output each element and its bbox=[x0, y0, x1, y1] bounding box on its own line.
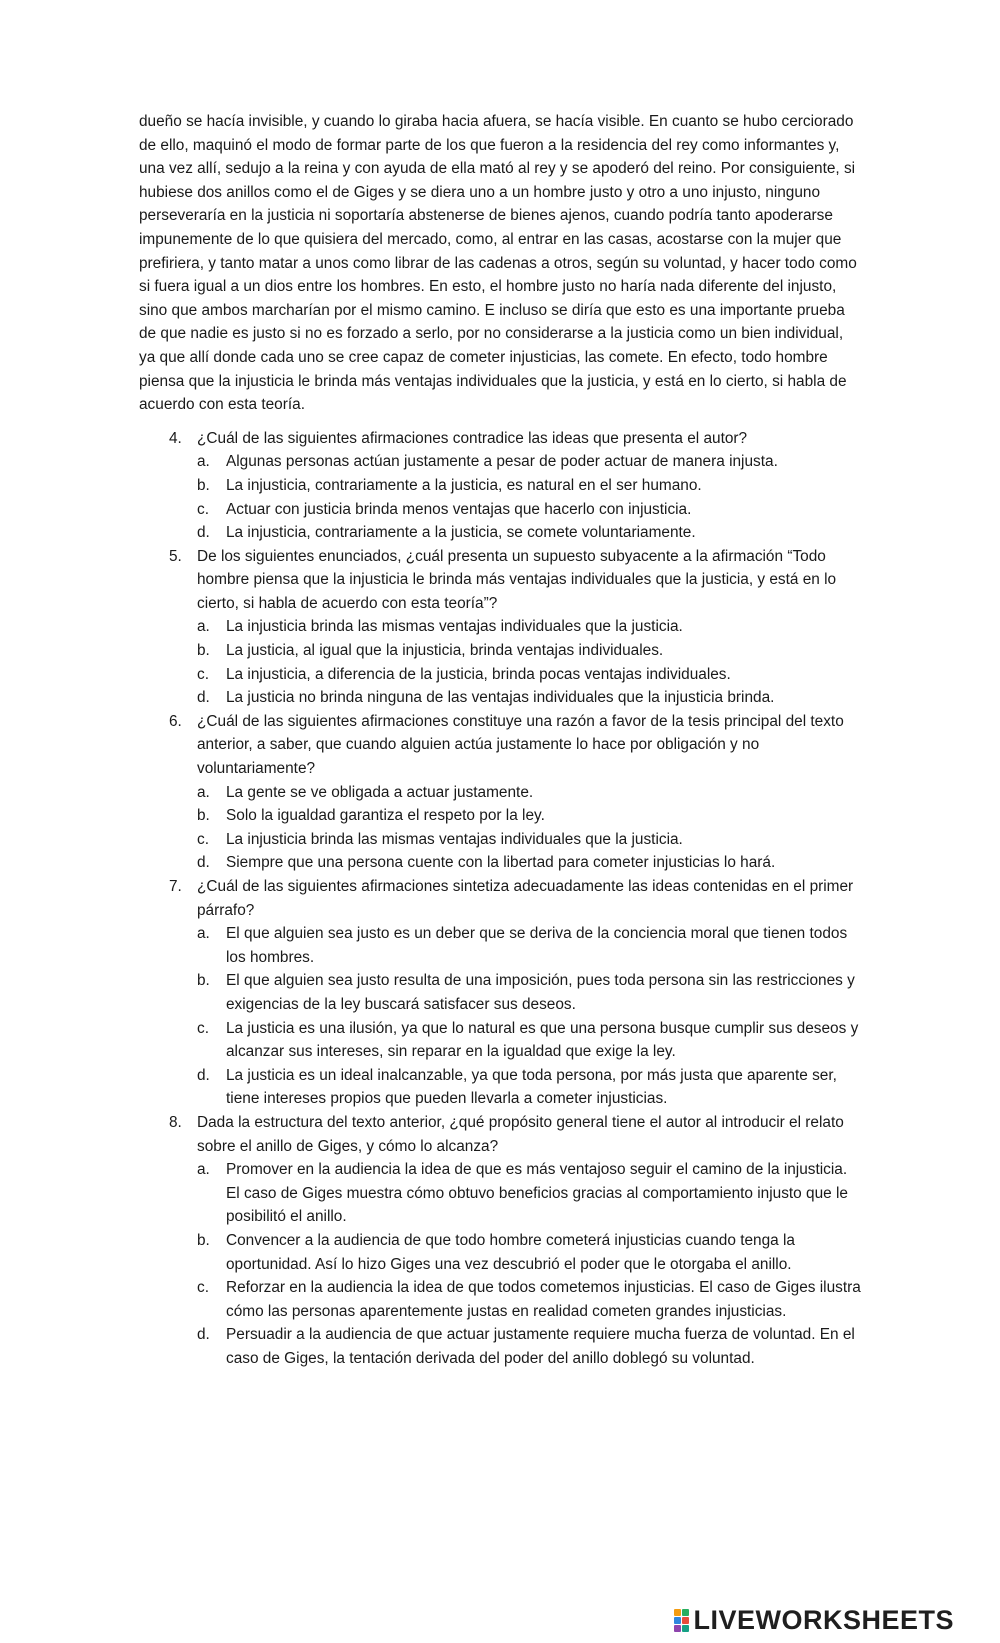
option-5c[interactable] bbox=[197, 663, 861, 687]
option-text: Solo la igualdad garantiza el respeto por la ley. bbox=[226, 807, 545, 825]
question-4 bbox=[139, 427, 861, 545]
liveworksheets-brand[interactable] bbox=[674, 1606, 954, 1634]
option-8b[interactable] bbox=[197, 1229, 861, 1276]
question-text: ¿Cuál de las siguientes afirmaciones contradice las ideas que presenta el autor? bbox=[197, 429, 748, 447]
option-list bbox=[197, 1158, 861, 1370]
option-text: Actuar con justicia brinda menos ventajas que hacerlo con injusticia. bbox=[226, 500, 692, 518]
question-number: 5. bbox=[169, 547, 182, 565]
option-6b[interactable] bbox=[197, 804, 861, 828]
logo-cell bbox=[682, 1625, 689, 1632]
option-letter: c. bbox=[197, 1279, 209, 1297]
brand-text: LIVEWORKSHEETS bbox=[693, 1604, 954, 1635]
option-letter: b. bbox=[197, 1231, 210, 1249]
option-list bbox=[197, 922, 861, 1111]
option-letter: a. bbox=[197, 925, 210, 943]
logo-cell bbox=[674, 1625, 681, 1632]
option-letter: b. bbox=[197, 972, 210, 990]
option-letter: b. bbox=[197, 476, 210, 494]
option-text: La injusticia, contrariamente a la justicia, es natural en el ser humano. bbox=[226, 476, 702, 494]
question-number: 6. bbox=[169, 712, 182, 730]
document-page bbox=[139, 110, 861, 1370]
option-letter: d. bbox=[197, 1326, 210, 1344]
option-4d[interactable] bbox=[197, 521, 861, 545]
option-5d[interactable] bbox=[197, 686, 861, 710]
option-text: La justicia no brinda ninguna de las ventajas individuales que la injusticia brinda. bbox=[226, 689, 775, 707]
question-number: 8. bbox=[169, 1113, 182, 1131]
logo-cell bbox=[674, 1609, 681, 1616]
logo-cell bbox=[682, 1609, 689, 1616]
option-7d[interactable] bbox=[197, 1064, 861, 1111]
option-letter: b. bbox=[197, 807, 210, 825]
question-number: 4. bbox=[169, 429, 182, 447]
question-text: ¿Cuál de las siguientes afirmaciones constituye una razón a favor de la tesis principal del texto anterior, a saber, que cuando alguien actúa justamente lo hace por obligación y no voluntariamente? bbox=[197, 712, 844, 778]
intro-paragraph: dueño se hacía invisible, y cuando lo giraba hacia afuera, se hacía visible. En cuanto se hubo cerciorado de ello, maquinó el modo de formar parte de los que fueron a la residencia del rey como informantes y, una vez allí, sedujo a la reina y con ayuda de ella mató al rey y se apoderó del reino. Por consiguiente, si hubiese dos anillos como el de Giges y se diera uno a un hombre justo y otro a uno injusto, ninguno perseveraría en la justicia ni soportaría abstenerse de bienes ajenos, cuando podría tanto apoderarse impunemente de lo que quisiera del mercado, como, al entrar en las casas, acostarse con la mujer que prefiriera, y tanto matar a unos como librar de las cadenas a otros, según su voluntad, y hacer todo como si fuera igual a un dios entre los hombres. En esto, el hombre justo no haría nada diferente del injusto, sino que ambos marcharían por el mismo camino. E incluso se diría que esto es una importante prueba de que nadie es justo si no es forzado a serlo, por no considerarse a la justicia como un bien individual, ya que allí donde cada uno se cree capaz de cometer injusticias, las comete. En efecto, todo hombre piensa que la injusticia le brinda más ventajas individuales que la justicia, y está en lo cierto, si habla de acuerdo con esta teoría. bbox=[139, 113, 857, 414]
option-text: La justicia, al igual que la injusticia, brinda ventajas individuales. bbox=[226, 642, 664, 660]
option-5b[interactable] bbox=[197, 639, 861, 663]
option-7c[interactable] bbox=[197, 1017, 861, 1064]
question-6 bbox=[139, 710, 861, 875]
option-text: Convencer a la audiencia de que todo hombre cometerá injusticias cuando tenga la oportunidad. Así lo hizo Giges una vez descubrió el poder que le otorgaba el anillo. bbox=[226, 1231, 795, 1273]
question-text: De los siguientes enunciados, ¿cuál presenta un supuesto subyacente a la afirmación “Todo hombre piensa que la injusticia le brinda más ventajas individuales que la justicia, y está en lo cierto, si habla de acuerdo con esta teoría”? bbox=[197, 547, 837, 612]
option-letter: c. bbox=[197, 500, 209, 518]
logo-cell bbox=[674, 1617, 681, 1624]
option-letter: d. bbox=[197, 689, 210, 707]
question-text: Dada la estructura del texto anterior, ¿qué propósito general tiene el autor al introducir el relato sobre el anillo de Giges, y cómo lo alcanza? bbox=[197, 1113, 844, 1155]
option-text: La injusticia, contrariamente a la justicia, se comete voluntariamente. bbox=[226, 524, 696, 542]
option-text: La justicia es un ideal inalcanzable, ya que toda persona, por más justa que aparente ser, tiene intereses propios que pueden llevarla a cometer injusticias. bbox=[226, 1066, 837, 1108]
option-4a[interactable] bbox=[197, 450, 861, 474]
option-letter: c. bbox=[197, 1019, 209, 1037]
option-6d[interactable] bbox=[197, 851, 861, 875]
option-letter: c. bbox=[197, 830, 209, 848]
liveworksheets-logo-icon bbox=[674, 1609, 689, 1632]
option-text: La injusticia brinda las mismas ventajas individuales que la justicia. bbox=[226, 618, 683, 636]
option-text: Reforzar en la audiencia la idea de que todos cometemos injusticias. El caso de Giges ilustra cómo las personas aparentemente justas en realidad cometen grandes injusticias. bbox=[226, 1279, 861, 1320]
option-letter: a. bbox=[197, 618, 210, 636]
option-list bbox=[197, 615, 861, 709]
question-text: ¿Cuál de las siguientes afirmaciones sintetiza adecuadamente las ideas contenidas en el primer párrafo? bbox=[197, 878, 854, 919]
question-8 bbox=[139, 1111, 861, 1371]
option-6c[interactable] bbox=[197, 828, 861, 852]
option-letter: d. bbox=[197, 524, 210, 542]
option-6a[interactable] bbox=[197, 781, 861, 805]
option-letter: c. bbox=[197, 665, 209, 683]
question-7 bbox=[139, 875, 861, 1111]
question-5 bbox=[139, 545, 861, 710]
option-letter: d. bbox=[197, 1066, 210, 1084]
option-letter: a. bbox=[197, 1161, 210, 1179]
option-list bbox=[197, 781, 861, 875]
option-4b[interactable] bbox=[197, 474, 861, 498]
option-4c[interactable] bbox=[197, 498, 861, 522]
option-text: La injusticia, a diferencia de la justicia, brinda pocas ventajas individuales. bbox=[226, 665, 731, 683]
option-text: El que alguien sea justo es un deber que se deriva de la conciencia moral que tienen todos los hombres. bbox=[226, 925, 848, 966]
option-text: Algunas personas actúan justamente a pesar de poder actuar de manera injusta. bbox=[226, 453, 778, 471]
option-list bbox=[197, 450, 861, 544]
option-letter: d. bbox=[197, 854, 210, 872]
option-text: La gente se ve obligada a actuar justamente. bbox=[226, 783, 534, 801]
option-letter: b. bbox=[197, 642, 210, 660]
option-text: El que alguien sea justo resulta de una imposición, pues toda persona sin las restricciones y exigencias de la ley buscará satisfacer sus deseos. bbox=[226, 972, 855, 1013]
question-list bbox=[139, 427, 861, 1371]
logo-cell bbox=[682, 1617, 689, 1624]
option-letter: a. bbox=[197, 453, 210, 471]
option-5a[interactable] bbox=[197, 615, 861, 639]
option-text: La injusticia brinda las mismas ventajas individuales que la justicia. bbox=[226, 830, 683, 848]
option-text: Persuadir a la audiencia de que actuar justamente requiere mucha fuerza de voluntad. En el caso de Giges, la tentación derivada del poder del anillo doblegó su voluntad. bbox=[226, 1326, 855, 1367]
option-letter: a. bbox=[197, 783, 210, 801]
option-text: Promover en la audiencia la idea de que es más ventajoso seguir el camino de la injusticia. El caso de Giges muestra cómo obtuvo beneficios gracias al comportamiento injusto que le posibilitó el anillo. bbox=[226, 1161, 848, 1226]
option-8c[interactable] bbox=[197, 1276, 861, 1323]
option-8d[interactable] bbox=[197, 1323, 861, 1370]
option-text: La justicia es una ilusión, ya que lo natural es que una persona busque cumplir sus deseos y alcanzar sus intereses, sin reparar en la igualdad que exige la ley. bbox=[226, 1019, 859, 1061]
question-number: 7. bbox=[169, 878, 182, 895]
option-text: Siempre que una persona cuente con la libertad para cometer injusticias lo hará. bbox=[226, 854, 776, 872]
option-7a[interactable] bbox=[197, 922, 861, 969]
option-7b[interactable] bbox=[197, 969, 861, 1016]
option-8a[interactable] bbox=[197, 1158, 861, 1229]
